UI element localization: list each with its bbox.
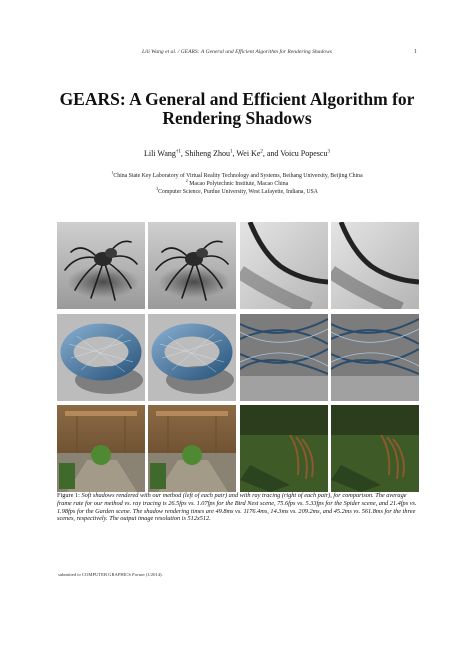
bird-nest-ray-tracing-closeup-image [331, 314, 419, 401]
garden-method-closeup-image [240, 405, 328, 492]
figure-1-image-grid [57, 222, 419, 492]
title-line-1: GEARS: A General and Efficient Algorithm for [59, 89, 415, 109]
affiliation-text: Macao Polytechnic Institute, Macao China [189, 180, 289, 187]
author-name: Lili Wang [144, 149, 176, 158]
running-head: Lili Wang et al. / GEARS: A General and Efficient Algorithm for Rendering Shadows [142, 49, 332, 55]
spider-method-image [57, 222, 145, 309]
caption-text: Soft shadows rendered with our method (left of each pair) and with ray tracing (right of each pair), for comparison. The average frame rate for our method vs. ray tracing is 26.5fps vs. 1.07fps for the Bird Nest scene, 75.6fps vs. 5.33fps for the Spider scene, and 21.4fps vs. 1.98fps for the Garden scene. The shadow rendering times are 49.8ms vs. 1176.4ms, 14.3ms vs. 209.2ms, and 45.2ms vs. 561.8ms for the three scenes, respectively. The output image resolution is 512x512. [57, 492, 417, 523]
author-name: Wei Ke [236, 149, 261, 158]
author-mark: 3 [327, 149, 330, 155]
author-separator: , [232, 149, 237, 158]
garden-ray-tracing-closeup-image [331, 405, 419, 492]
spider-method-closeup-image [240, 222, 328, 309]
footer-suffix: (1/2014). [144, 572, 163, 577]
garden-method-image [57, 405, 145, 492]
title-line-2: Rendering Shadows [162, 108, 312, 128]
paper-title [40, 90, 434, 128]
author-list [40, 149, 434, 158]
footer-prefix: submitted to COMPUTER GRAPHICS [58, 572, 133, 577]
bird-nest-method-closeup-image [240, 314, 328, 401]
figure-caption [57, 492, 419, 523]
caption-label: Figure 1: [57, 492, 80, 499]
affiliation [40, 185, 434, 196]
author-name: Voicu Popescu [280, 149, 328, 158]
footer-journal: Forum [132, 572, 145, 577]
affiliation-mark: 2 [185, 178, 188, 183]
page-number: 1 [414, 49, 417, 55]
garden-ray-tracing-image [148, 405, 236, 492]
author-separator: , and [262, 149, 281, 158]
affiliation-text: Computer Science, Purdue University, West Lafayette, Indiana, USA [158, 188, 318, 195]
spider-ray-tracing-image [148, 222, 236, 309]
affiliation-text: China State Key Laboratory of Virtual Reality Technology and Systems, Beihang University, Beijing China [113, 172, 363, 179]
bird-nest-method-image [57, 314, 145, 401]
affiliation-mark: 1 [111, 170, 114, 175]
author-mark: 2 [260, 149, 263, 155]
affiliation-mark: 3 [156, 186, 159, 191]
spider-ray-tracing-closeup-image [331, 222, 419, 309]
author-mark: 1 [230, 149, 233, 155]
author-separator: , [180, 149, 185, 158]
author-mark: †1 [175, 149, 181, 155]
footer-note [58, 572, 163, 577]
author-name: Shiheng Zhou [184, 149, 230, 158]
bird-nest-ray-tracing-image [148, 314, 236, 401]
